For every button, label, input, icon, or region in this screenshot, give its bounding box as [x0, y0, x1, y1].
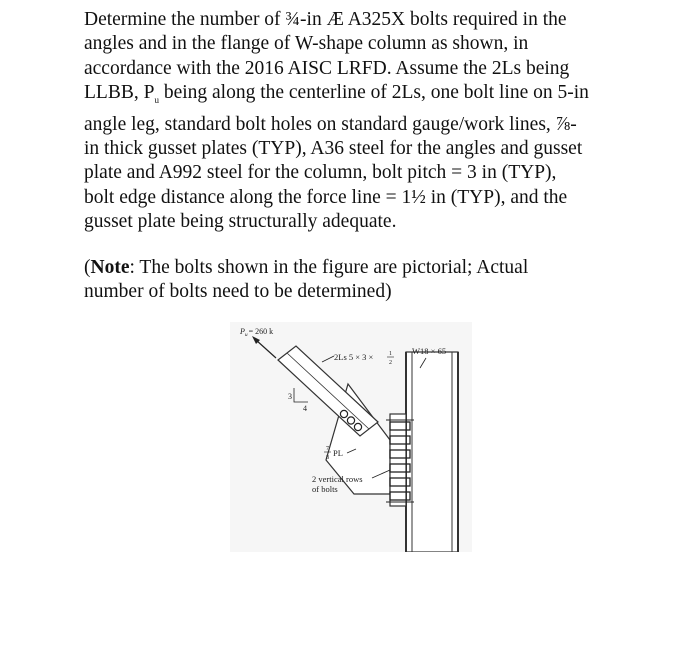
slope-rise: 3	[288, 392, 292, 401]
force-label: $P_u= 260$ k	[240, 327, 274, 338]
plate-frac-num: 7	[326, 446, 329, 452]
problem-line-5: angle leg, standard bolt holes on standard gauge/work lines, ⅞-	[84, 113, 577, 135]
plate-label: PL	[333, 448, 343, 458]
problem-line-1: Determine the number of ¾-in Æ A325X bolts required in the	[84, 9, 567, 30]
connection-figure	[230, 322, 472, 552]
bolt-rows-label-2: of bolts	[312, 484, 338, 494]
problem-line-8: bolt edge distance along the force line = 1½ in (TYP), and the	[84, 186, 568, 208]
note-line-1	[84, 256, 624, 280]
load-symbol: LLBB, P	[84, 82, 155, 104]
problem-statement	[84, 8, 624, 235]
note-line-2: number of bolts need to be determined)	[84, 281, 392, 303]
problem-line-4-rest: being along the centerline of 2Ls, one bolt line on 5-in	[158, 82, 589, 104]
note-open-paren: (	[84, 257, 91, 278]
problem-line-4	[84, 81, 624, 112]
problem-line-3: accordance with the 2016 AISC LRFD. Assume the 2Ls being	[84, 57, 570, 79]
angle-frac-num: 1	[389, 351, 392, 357]
note-text-1: : The bolts shown in the figure are pictorial; Actual	[129, 257, 529, 278]
load-subscript: u	[154, 95, 159, 106]
note-paragraph	[84, 256, 624, 305]
angle-frac-den: 2	[389, 360, 392, 366]
problem-line-7: plate and A992 steel for the column, bolt pitch = 3 in (TYP),	[84, 162, 557, 184]
bolt-rows-label-1: 2 vertical rows	[312, 474, 363, 484]
note-bold-label: Note	[90, 257, 130, 278]
column-web	[406, 352, 458, 552]
angle-size-label: 2Ls 5 × 3 ×	[334, 352, 374, 362]
plate-frac-den: 8	[326, 455, 329, 461]
problem-line-6: in thick gusset plates (TYP), A36 steel for the angles and gusset	[84, 138, 583, 160]
slope-run: 4	[303, 404, 307, 413]
problem-line-9: gusset plate being structurally adequate.	[84, 211, 397, 233]
problem-line-2: angles and in the flange of W-shape column as shown, in	[84, 33, 529, 55]
column-size-label: W18 × 65	[412, 346, 447, 356]
